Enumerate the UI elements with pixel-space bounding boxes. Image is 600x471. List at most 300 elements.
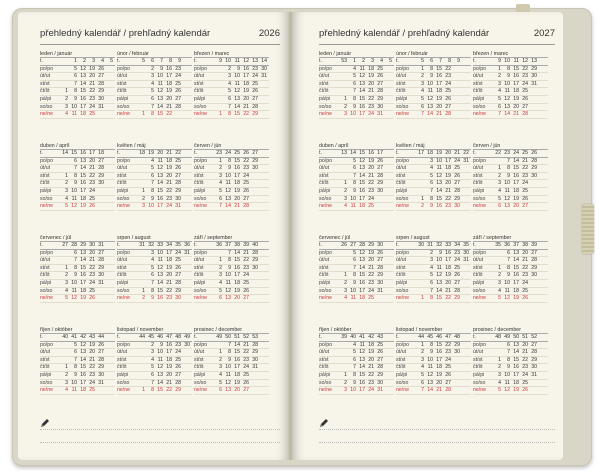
weekday-label: so/so — [473, 103, 486, 110]
day-cell: 1 — [142, 187, 145, 194]
day-cell — [460, 280, 469, 287]
day-cell: 23 — [454, 249, 460, 256]
day-cell: 15 — [234, 111, 240, 118]
week-number: 15 — [359, 150, 365, 156]
day-cell: 8 — [353, 371, 356, 378]
weekday-label: pá/pi — [473, 371, 485, 378]
week-number: 47 — [445, 334, 451, 340]
day-cell: 29 — [175, 387, 181, 394]
weekday-row — [396, 364, 471, 372]
week-number: 9 — [498, 58, 501, 64]
day-cell — [136, 364, 145, 371]
weekday-label: pá/pi — [473, 279, 485, 286]
day-cell: 5 — [151, 364, 154, 371]
day-cell — [383, 73, 392, 80]
weekday-row — [396, 96, 471, 104]
weekday-row — [194, 165, 269, 173]
weekday-label: st/st — [117, 172, 127, 179]
week-number-row — [319, 58, 394, 66]
weekday-row — [319, 380, 394, 388]
day-cell — [181, 280, 190, 287]
day-cell — [460, 295, 469, 302]
weekday-label: so/so — [194, 195, 207, 202]
weekday-row — [194, 104, 269, 112]
weekday-label: čt/št — [40, 272, 50, 279]
day-cell: 14 — [504, 111, 510, 118]
day-cell: 13 — [80, 349, 86, 356]
weekday-row — [396, 104, 471, 112]
day-cell: 6 — [498, 103, 501, 110]
weekday-row — [396, 357, 471, 365]
day-cell: 10 — [71, 379, 77, 386]
day-cell: 5 — [219, 187, 222, 194]
day-cell: 27 — [377, 80, 383, 87]
weekday-row — [473, 265, 548, 273]
day-cell: 7 — [507, 257, 510, 264]
day-cell: 27 — [454, 279, 460, 286]
day-cell — [383, 81, 392, 88]
week-number: 41 — [71, 334, 77, 340]
day-cell: 4 — [344, 203, 347, 210]
day-cell — [258, 88, 267, 95]
weekday-row — [194, 111, 269, 119]
week-number-row — [194, 58, 269, 66]
weekday-label: po/po — [396, 341, 409, 348]
page-title: přehledný kalendář / prehľadný kalendár — [319, 28, 490, 39]
week-number: 25 — [234, 150, 240, 156]
week-number — [59, 58, 68, 65]
day-cell — [415, 265, 424, 272]
day-cell: 20 — [243, 95, 249, 102]
day-cell — [136, 73, 145, 80]
day-cell: 3 — [65, 103, 68, 110]
day-cell: 13 — [513, 249, 519, 256]
day-cell: 1 — [344, 272, 347, 279]
month-block — [396, 231, 471, 323]
page-year: 2027 — [533, 28, 555, 39]
day-cell — [136, 66, 145, 73]
week-label: t. — [117, 58, 120, 64]
day-cell: 28 — [377, 172, 383, 179]
weekday-label: pá/pi — [319, 95, 331, 102]
day-cell: 10 — [436, 157, 442, 164]
weekday-label: po/po — [40, 65, 53, 72]
day-cell: 25 — [89, 387, 95, 394]
day-cell — [528, 188, 537, 195]
weekday-row — [319, 357, 394, 365]
day-cell: 11 — [225, 180, 231, 187]
day-cell: 5 — [65, 295, 68, 302]
day-cell: 22 — [89, 364, 95, 371]
week-number: 48 — [454, 334, 460, 340]
day-cell: 15 — [359, 180, 365, 187]
day-cell: 9 — [353, 379, 356, 386]
week-label: t. — [396, 58, 399, 64]
day-cell: 28 — [252, 249, 258, 256]
day-cell: 30 — [175, 195, 181, 202]
weekday-label: st/st — [473, 80, 483, 87]
week-number: 5 — [389, 58, 392, 64]
day-cell: 6 — [353, 356, 356, 363]
day-cell: 25 — [89, 287, 95, 294]
day-cell: 14 — [234, 341, 240, 348]
week-number: 51 — [522, 334, 528, 340]
day-cell: 12 — [80, 341, 86, 348]
day-cell: 2 — [65, 272, 68, 279]
weekday-label: čt/št — [319, 88, 329, 95]
day-cell: 26 — [243, 187, 249, 194]
day-cell: 26 — [98, 341, 104, 348]
day-cell — [181, 380, 190, 387]
day-cell: 17 — [359, 111, 365, 118]
day-cell: 18 — [445, 165, 451, 172]
day-cell — [492, 158, 501, 165]
day-cell: 18 — [436, 364, 442, 371]
day-cell: 2 — [65, 95, 68, 102]
day-cell: 10 — [504, 371, 510, 378]
week-number: 15 — [71, 150, 77, 156]
day-cell: 28 — [175, 379, 181, 386]
weekday-row — [117, 349, 192, 357]
day-cell: 23 — [89, 371, 95, 378]
day-cell: 3 — [219, 272, 222, 279]
day-cell — [338, 364, 347, 371]
day-cell: 12 — [504, 95, 510, 102]
day-cell: 22 — [89, 88, 95, 95]
day-cell: 18 — [513, 287, 519, 294]
day-cell: 21 — [522, 257, 528, 264]
weekday-label: so/so — [40, 287, 53, 294]
day-cell: 27 — [377, 257, 383, 264]
week-number: 35 — [495, 242, 501, 248]
week-number: 36 — [504, 242, 510, 248]
day-cell — [338, 257, 347, 264]
weekday-row — [396, 250, 471, 258]
day-cell — [95, 203, 104, 210]
day-cell: 8 — [151, 187, 154, 194]
weekday-row — [117, 364, 192, 372]
week-label: t. — [194, 334, 197, 340]
weekday-row — [319, 73, 394, 81]
day-cell: 14 — [359, 172, 365, 179]
day-cell: 26 — [175, 88, 181, 95]
day-cell: 22 — [243, 349, 249, 356]
week-number: 39 — [341, 334, 347, 340]
weekday-row — [194, 357, 269, 365]
weekday-label: čt/št — [319, 364, 329, 371]
day-cell — [136, 158, 145, 165]
day-cell — [181, 357, 190, 364]
day-cell: 25 — [445, 88, 451, 95]
week-number: 38 — [234, 242, 240, 248]
weekday-label: ne/ne — [396, 295, 409, 302]
day-cell: 31 — [531, 371, 537, 378]
week-number: 53 — [252, 334, 258, 340]
week-number: 33 — [157, 242, 163, 248]
day-cell: 19 — [368, 249, 374, 256]
week-label: t. — [319, 334, 322, 340]
day-cell — [528, 104, 537, 111]
day-cell: 26 — [98, 65, 104, 72]
day-cell: 18 — [234, 371, 240, 378]
weekday-row — [396, 173, 471, 181]
weekday-label: út/ut — [319, 165, 330, 172]
month-block — [194, 323, 269, 415]
day-cell: 6 — [430, 279, 433, 286]
day-cell — [59, 357, 68, 364]
day-cell: 2 — [498, 364, 501, 371]
day-cell: 14 — [513, 257, 519, 264]
weekday-row — [473, 349, 548, 357]
day-cell: 14 — [427, 387, 433, 394]
week-number: 46 — [436, 334, 442, 340]
week-number-row — [117, 334, 192, 342]
weekday-row — [319, 188, 394, 196]
day-cell: 10 — [157, 249, 163, 256]
weekday-label: pá/pi — [396, 279, 408, 286]
weekday-row — [473, 272, 548, 280]
day-cell: 30 — [98, 272, 104, 279]
day-cell: 23 — [166, 295, 172, 302]
day-cell: 3 — [142, 203, 145, 210]
weekday-label: st/st — [117, 356, 127, 363]
day-cell: 11 — [225, 371, 231, 378]
day-cell: 21 — [243, 103, 249, 110]
day-cell: 22 — [368, 371, 374, 378]
day-cell: 4 — [430, 264, 433, 271]
day-cell: 15 — [436, 195, 442, 202]
day-cell: 16 — [359, 103, 365, 110]
day-cell: 27 — [98, 249, 104, 256]
week-label: t. — [40, 242, 43, 248]
week-number: 49 — [184, 334, 190, 340]
month-block — [117, 323, 192, 415]
weekday-row — [194, 88, 269, 96]
day-cell: 14 — [234, 249, 240, 256]
weekday-label: po/po — [40, 341, 53, 348]
weekday-row — [40, 158, 115, 166]
day-cell: 2 — [498, 272, 501, 279]
day-cell — [528, 387, 537, 394]
day-cell: 6 — [421, 379, 424, 386]
weekday-row — [473, 357, 548, 365]
weekday-row — [194, 158, 269, 166]
day-cell: 4 — [498, 379, 501, 386]
weekday-label: pá/pi — [194, 95, 206, 102]
day-cell — [460, 288, 469, 295]
weekday-row — [194, 295, 269, 303]
day-cell — [213, 81, 222, 88]
day-cell: 1 — [421, 295, 424, 302]
day-cell — [136, 257, 145, 264]
weekday-row — [396, 380, 471, 388]
day-cell: 11 — [504, 287, 510, 294]
weekday-row — [117, 342, 192, 350]
weekday-label: so/so — [117, 195, 130, 202]
day-cell: 19 — [80, 295, 86, 302]
day-cell: 16 — [80, 180, 86, 187]
day-cell: 17 — [359, 387, 365, 394]
day-cell: 29 — [377, 371, 383, 378]
day-cell: 12 — [504, 387, 510, 394]
day-cell: 22 — [445, 295, 451, 302]
day-cell: 31 — [261, 73, 267, 80]
week-number-row — [40, 58, 115, 66]
week-number: 11 — [513, 58, 519, 64]
day-cell: 19 — [445, 172, 451, 179]
weekday-label: so/so — [396, 379, 409, 386]
day-cell: 4 — [421, 88, 424, 95]
day-cell — [136, 265, 145, 272]
day-cell: 14 — [513, 349, 519, 356]
weekday-label: út/ut — [319, 73, 330, 80]
day-cell: 17 — [436, 80, 442, 87]
month-block — [117, 139, 192, 231]
week-number: 2 — [83, 58, 86, 64]
day-cell: 5 — [228, 88, 231, 95]
week-number: 36 — [216, 242, 222, 248]
day-cell: 24 — [89, 103, 95, 110]
day-cell: 28 — [531, 257, 537, 264]
day-cell: 18 — [166, 356, 172, 363]
weekday-label: pá/pi — [117, 279, 129, 286]
weekday-row — [40, 357, 115, 365]
day-cell: 31 — [252, 364, 258, 371]
day-cell: 15 — [157, 111, 163, 118]
weekday-row — [117, 73, 192, 81]
day-cell: 11 — [234, 80, 240, 87]
day-cell — [95, 188, 104, 195]
weekday-label: čt/št — [40, 364, 50, 371]
day-cell: 5 — [498, 295, 501, 302]
week-number: 12 — [243, 58, 249, 64]
day-cell — [415, 280, 424, 287]
weekday-row — [117, 173, 192, 181]
day-cell: 28 — [98, 80, 104, 87]
weekday-label: po/po — [473, 65, 486, 72]
day-cell: 7 — [430, 187, 433, 194]
week-number-row — [319, 150, 394, 158]
day-cell: 4 — [353, 341, 356, 348]
day-cell: 21 — [243, 249, 249, 256]
weekday-row — [396, 73, 471, 81]
day-cell: 17 — [80, 279, 86, 286]
weekday-row — [473, 203, 548, 211]
day-cell: 25 — [243, 279, 249, 286]
day-cell: 27 — [98, 73, 104, 80]
week-number-row — [40, 150, 115, 158]
day-cell: 16 — [157, 195, 163, 202]
day-cell — [136, 280, 145, 287]
day-cell — [492, 342, 501, 349]
week-number: 37 — [225, 242, 231, 248]
day-cell: 11 — [504, 187, 510, 194]
day-cell: 8 — [507, 356, 510, 363]
month-name: leden / január — [319, 50, 394, 58]
day-cell: 12 — [225, 187, 231, 194]
day-cell: 20 — [166, 172, 172, 179]
day-cell: 4 — [65, 195, 68, 202]
day-cell: 20 — [89, 157, 95, 164]
weekday-label: st/st — [194, 264, 204, 271]
day-cell: 9 — [74, 371, 77, 378]
day-cell: 3 — [219, 364, 222, 371]
weekday-label: po/po — [319, 249, 332, 256]
day-cell: 11 — [225, 279, 231, 286]
day-cell: 30 — [98, 180, 104, 187]
weekday-row — [473, 257, 548, 265]
day-cell: 9 — [507, 172, 510, 179]
day-cell: 21 — [368, 264, 374, 271]
day-cell: 8 — [228, 157, 231, 164]
weekday-label: so/so — [396, 103, 409, 110]
weekday-row — [194, 66, 269, 74]
weekday-label: ne/ne — [117, 111, 130, 118]
weekday-row — [319, 295, 394, 303]
weekday-row — [473, 295, 548, 303]
day-cell — [460, 165, 469, 172]
day-cell — [181, 295, 190, 302]
day-cell: 1 — [65, 364, 68, 371]
weekday-label: st/st — [396, 264, 406, 271]
day-cell: 6 — [74, 73, 77, 80]
day-cell: 15 — [234, 257, 240, 264]
day-cell: 10 — [234, 73, 240, 80]
day-cell: 5 — [421, 371, 424, 378]
month-block — [473, 139, 548, 231]
week-number: 46 — [157, 334, 163, 340]
day-cell: 16 — [359, 187, 365, 194]
weekday-label: ne/ne — [319, 387, 332, 394]
day-cell — [249, 288, 258, 295]
day-cell: 17 — [445, 257, 451, 264]
day-cell: 11 — [157, 356, 163, 363]
week-number: 30 — [89, 242, 95, 248]
weekday-row — [194, 96, 269, 104]
weekday-row — [117, 357, 192, 365]
weekday-row — [40, 203, 115, 211]
day-cell — [338, 349, 347, 356]
week-number: 44 — [418, 334, 424, 340]
day-cell: 19 — [80, 203, 86, 210]
weekday-row — [319, 280, 394, 288]
day-cell: 4 — [430, 165, 433, 172]
day-cell: 4 — [151, 80, 154, 87]
day-cell: 6 — [151, 95, 154, 102]
day-cell: 12 — [436, 172, 442, 179]
weekday-label: čt/št — [40, 180, 50, 187]
day-cell — [213, 104, 222, 111]
weekday-row — [473, 73, 548, 81]
day-cell: 2 — [151, 65, 154, 72]
day-cell: 19 — [368, 157, 374, 164]
day-cell: 6 — [507, 341, 510, 348]
day-cell: 2 — [219, 165, 222, 172]
day-cell — [374, 203, 383, 210]
day-cell: 23 — [89, 95, 95, 102]
day-cell: 22 — [166, 287, 172, 294]
day-cell: 27 — [522, 103, 528, 110]
day-cell: 12 — [427, 371, 433, 378]
day-cell — [528, 111, 537, 118]
week-number: 22 — [175, 150, 181, 156]
day-cell: 25 — [89, 195, 95, 202]
weekday-row — [473, 342, 548, 350]
week-number: 9 — [178, 58, 181, 64]
day-cell — [136, 180, 145, 187]
day-cell: 3 — [498, 279, 501, 286]
day-cell — [181, 257, 190, 264]
